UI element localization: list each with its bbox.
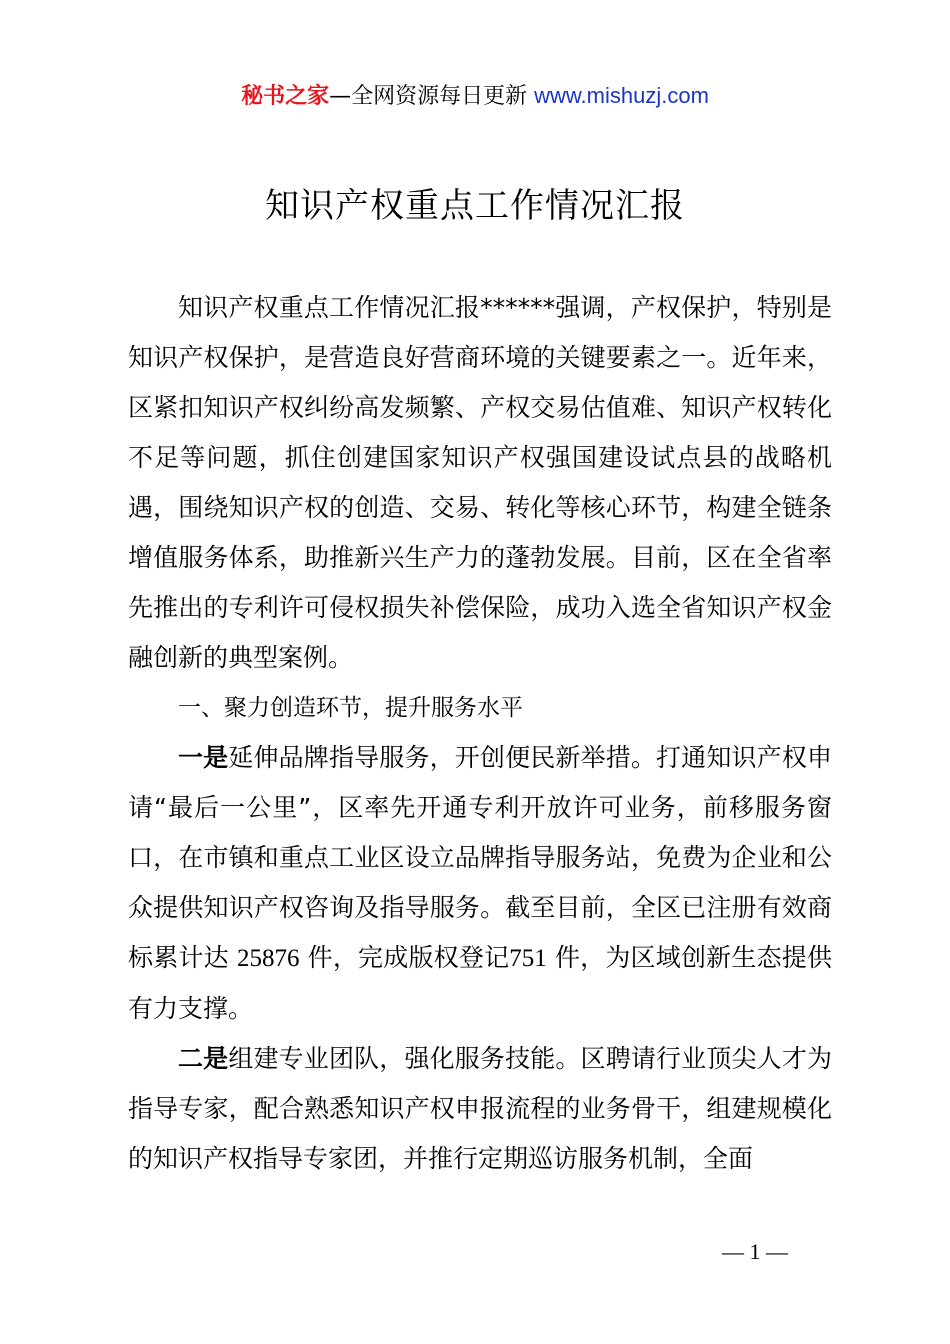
- point-2-paragraph: [128, 1034, 832, 1184]
- document-body: [128, 283, 832, 1184]
- point-2-lead: 二是: [178, 1044, 229, 1073]
- banner-tagline: —全网资源每日更新: [329, 84, 535, 109]
- trademark-count: 25876: [236, 945, 300, 972]
- point-2-text: 组建专业团队，强化服务技能。区聘请行业顶尖人才为指导专家，配合熟悉知识产权申报流程的业务骨干，组建规模化的知识产权指导专家团，并推行定期巡访服务机制，全面: [128, 1044, 832, 1173]
- section-heading-1: 一、聚力创造环节，提升服务水平: [178, 695, 523, 721]
- document-title: 知识产权重点工作情况汇报: [265, 186, 685, 226]
- copyright-count: 751: [509, 945, 547, 972]
- point-1-text-before: 延伸品牌指导服务，开创便民新举措。打通知识产权申请“最后一公里”，区率先开通专利开放许可业务，前移服务窗口，在市镇和重点工业区设立品牌指导服务站，免费为企业和公众提供知识产权咨询及指导服务。截至目前，全区已注册有效商标累计达: [128, 743, 832, 972]
- point-1-paragraph: [128, 733, 832, 1034]
- point-1-lead: 一是: [178, 743, 229, 772]
- site-url-link[interactable]: www.mishuzj.com: [534, 83, 709, 108]
- point-1-text-middle: 件，完成版权登记: [307, 943, 510, 972]
- point-1-text-after: 件，为区域创新生态提供有力支撑。: [128, 943, 832, 1023]
- intro-paragraph: 知识产权重点工作情况汇报******强调，产权保护，特别是知识产权保护，是营造良好营商环境的关键要素之一。近年来，区紧扣知识产权纠纷高发频繁、产权交易估值难、知识产权转化不足等问题，抓住创建国家知识产权强国建设试点县的战略机遇，围绕知识产权的创造、交易、转化等核心环节，构建全链条增值服务体系，助推新兴生产力的蓬勃发展。目前，区在全省率先推出的专利许可侵权损失补偿保险，成功入选全省知识产权金融创新的典型案例。: [128, 293, 832, 672]
- page-number: — 1 —: [722, 1239, 788, 1264]
- site-banner: [0, 80, 950, 113]
- brand-name: 秘书之家: [241, 84, 330, 109]
